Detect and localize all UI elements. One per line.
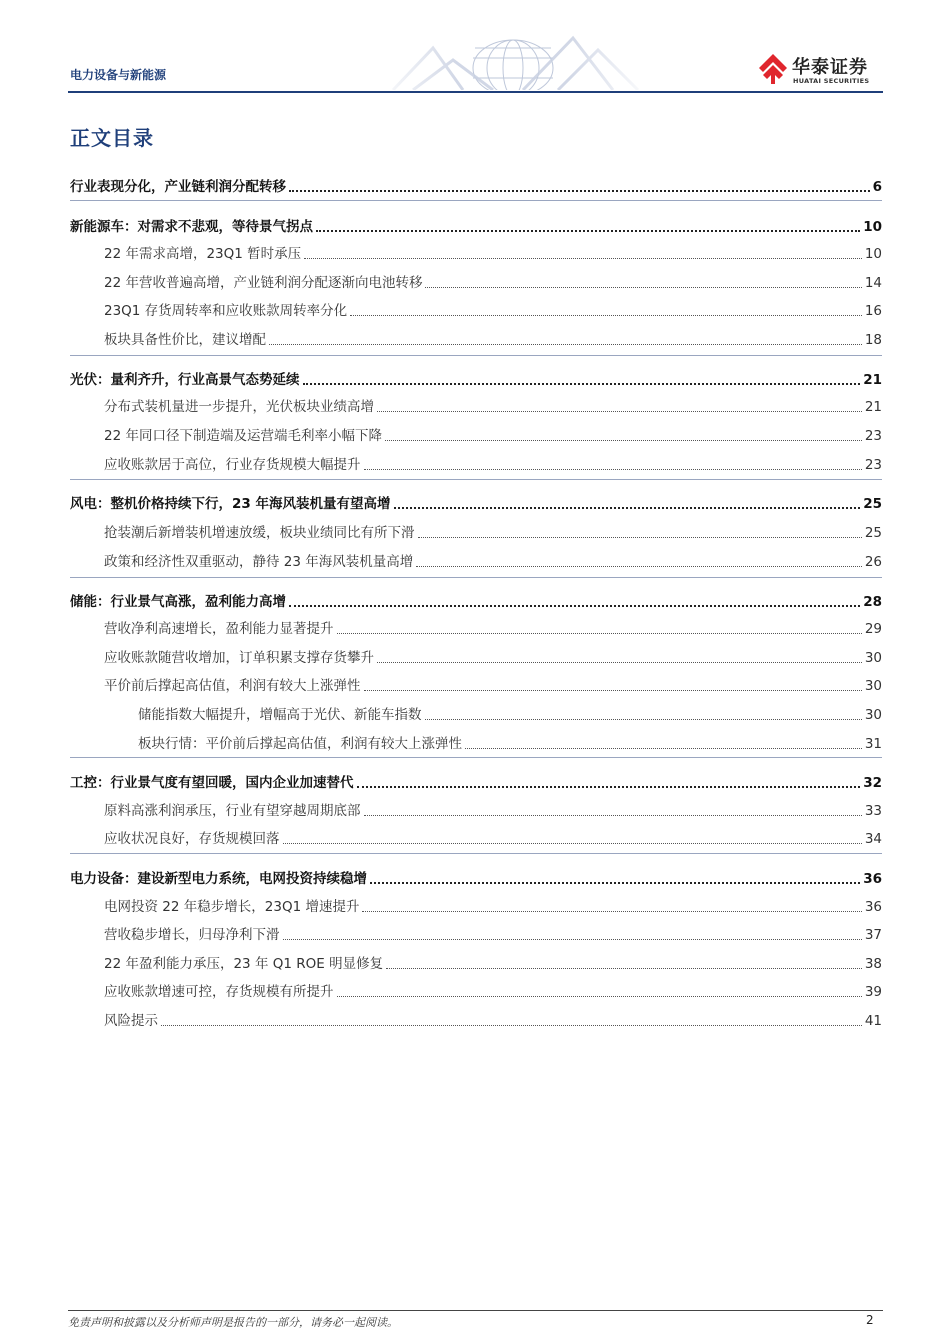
toc-entry[interactable] — [70, 214, 882, 236]
toc-entry-page: 10 — [863, 219, 882, 235]
toc-entry-title: 22 年盈利能力承压，23 年 Q1 ROE 明显修复 — [104, 956, 384, 972]
toc-entry-title: 储能指数大幅提升，增幅高于光伏、新能车指数 — [138, 707, 422, 723]
toc-entry[interactable] — [70, 798, 882, 820]
toc-dot-leader — [425, 718, 862, 720]
toc-dot-leader — [364, 468, 862, 470]
toc-dot-leader — [370, 881, 860, 884]
toc-entry-title: 电网投资 22 年稳步增长，23Q1 增速提升 — [104, 899, 360, 915]
toc-entry-page: 41 — [864, 1013, 882, 1029]
toc-entry-title: 应收状况良好，存货规模回落 — [104, 831, 280, 847]
huatai-logo — [758, 53, 883, 89]
toc-entry[interactable] — [70, 270, 882, 292]
footer-disclaimer: 免责声明和披露以及分析师声明是报告的一部分，请务必一起阅读。 — [68, 1316, 398, 1329]
toc-entry-page: 30 — [864, 707, 882, 723]
toc-entry-title: 板块具备性价比，建议增配 — [104, 332, 266, 348]
page-header — [68, 0, 883, 96]
toc-entry[interactable] — [70, 673, 882, 695]
section-separator — [70, 577, 882, 578]
toc-entry[interactable] — [70, 174, 882, 196]
toc-dot-leader — [425, 286, 861, 288]
toc-entry[interactable] — [70, 866, 882, 888]
toc-entry[interactable] — [70, 327, 882, 349]
toc-entry-page: 23 — [864, 457, 882, 473]
toc-entry[interactable] — [70, 645, 882, 667]
toc-entry[interactable] — [70, 394, 882, 416]
toc-entry[interactable] — [70, 826, 882, 848]
toc-dot-leader — [289, 604, 860, 607]
toc-entry[interactable] — [70, 951, 882, 973]
toc-entry[interactable] — [70, 770, 882, 792]
toc-entry[interactable] — [70, 922, 882, 944]
toc-entry-title: 营收稳步增长，归母净利下滑 — [104, 927, 280, 943]
toc-entry-page: 37 — [864, 927, 882, 943]
toc-entry-title: 行业表现分化，产业链利润分配转移 — [70, 179, 286, 195]
toc-entry[interactable] — [70, 1008, 882, 1030]
toc-entry-title: 22 年需求高增，23Q1 暂时承压 — [104, 246, 302, 262]
toc-entry[interactable] — [70, 549, 882, 571]
toc-entry[interactable] — [70, 702, 882, 724]
toc-entry[interactable] — [70, 731, 882, 753]
toc-dot-leader — [269, 343, 862, 345]
toc-dot-leader — [418, 536, 862, 538]
toc-entry-title: 储能：行业景气高涨，盈利能力高增 — [70, 594, 286, 610]
page-number: 2 — [866, 1313, 874, 1327]
toc-entry-page: 23 — [864, 428, 882, 444]
toc-entry-page: 25 — [863, 496, 882, 512]
toc-entry-page: 26 — [864, 554, 882, 570]
toc-entry-page: 29 — [864, 621, 882, 637]
toc-dot-leader — [394, 506, 861, 509]
section-separator — [70, 853, 882, 854]
toc-entry-title: 风电：整机价格持续下行，23 年海风装机量有望高增 — [70, 496, 391, 512]
section-separator — [70, 479, 882, 480]
toc-entry-page: 14 — [864, 275, 882, 291]
section-separator — [70, 757, 882, 758]
toc-dot-leader — [304, 257, 862, 259]
toc-entry-title: 应收账款居于高位，行业存货规模大幅提升 — [104, 457, 361, 473]
toc-entry-page: 28 — [863, 594, 882, 610]
toc-dot-leader — [337, 995, 862, 997]
toc-dot-leader — [289, 189, 870, 192]
toc-entry-title: 应收账款随营收增加，订单积累支撑存货攀升 — [104, 650, 374, 666]
toc-dot-leader — [364, 689, 862, 691]
toc-entry[interactable] — [70, 367, 882, 389]
toc-dot-leader — [416, 565, 862, 567]
toc-dot-leader — [362, 910, 861, 912]
toc-entry-page: 21 — [864, 399, 882, 415]
toc-entry-page: 31 — [864, 736, 882, 752]
footer-divider — [68, 1310, 883, 1311]
section-separator — [70, 355, 882, 356]
section-separator — [70, 200, 882, 201]
toc-entry-page: 21 — [863, 372, 882, 388]
toc-entry[interactable] — [70, 423, 882, 445]
toc-dot-leader — [303, 382, 861, 385]
toc-dot-leader — [350, 314, 862, 316]
toc-entry-page: 38 — [864, 956, 882, 972]
toc-entry-title: 抢装潮后新增装机增速放缓，板块业绩同比有所下滑 — [104, 525, 415, 541]
toc-entry[interactable] — [70, 979, 882, 1001]
toc-entry[interactable] — [70, 298, 882, 320]
toc-entry-title: 政策和经济性双重驱动，静待 23 年海风装机量高增 — [104, 554, 414, 570]
header-divider — [68, 91, 883, 93]
toc-entry-title: 22 年同口径下制造端及运营端毛利率小幅下降 — [104, 428, 382, 444]
toc-dot-leader — [386, 967, 862, 969]
toc-entry-title: 平价前后撑起高估值，利润有较大上涨弹性 — [104, 678, 361, 694]
toc-dot-leader — [357, 785, 861, 788]
toc-entry[interactable] — [70, 241, 882, 263]
toc-entry[interactable] — [70, 520, 882, 542]
toc-entry-title: 工控：行业景气度有望回暖，国内企业加速替代 — [70, 775, 354, 791]
toc-dot-leader — [377, 410, 862, 412]
toc-dot-leader — [161, 1024, 862, 1026]
toc-entry-page: 10 — [864, 246, 882, 262]
toc-dot-leader — [377, 661, 862, 663]
toc-dot-leader — [465, 747, 862, 749]
toc-dot-leader — [283, 938, 862, 940]
toc-entry[interactable] — [70, 491, 882, 513]
toc-entry[interactable] — [70, 452, 882, 474]
toc-entry-page: 33 — [864, 803, 882, 819]
toc-entry-title: 新能源车：对需求不悲观，等待景气拐点 — [70, 219, 313, 235]
toc-entry-title: 23Q1 存货周转率和应收账款周转率分化 — [104, 303, 348, 319]
toc-dot-leader — [337, 632, 862, 634]
toc-entry-title: 应收账款增速可控，存货规模有所提升 — [104, 984, 334, 1000]
toc-entry-page: 30 — [864, 650, 882, 666]
toc-entry-page: 32 — [863, 775, 882, 791]
toc-entry-page: 30 — [864, 678, 882, 694]
toc-entry-title: 原料高涨利润承压，行业有望穿越周期底部 — [104, 803, 361, 819]
toc-dot-leader — [283, 842, 862, 844]
toc-entry-page: 16 — [864, 303, 882, 319]
toc-entry-page: 39 — [864, 984, 882, 1000]
toc-entry[interactable] — [70, 589, 882, 611]
toc-entry-title: 风险提示 — [104, 1013, 158, 1029]
toc-entry-page: 6 — [872, 179, 882, 195]
toc-entry-page: 25 — [864, 525, 882, 541]
toc-entry-title: 电力设备：建设新型电力系统，电网投资持续稳增 — [70, 871, 367, 887]
toc-title: 正文目录 — [70, 126, 154, 150]
toc-entry-title: 营收净利高速增长，盈利能力显著提升 — [104, 621, 334, 637]
toc-entry-page: 34 — [864, 831, 882, 847]
toc-entry[interactable] — [70, 894, 882, 916]
logo-chinese-name: 华泰证券 — [792, 57, 868, 78]
globe-banner-graphic — [373, 28, 653, 90]
toc-dot-leader — [385, 439, 862, 441]
toc-dot-leader — [364, 814, 862, 816]
section-name: 电力设备与新能源 — [70, 68, 167, 82]
huatai-logo-icon — [758, 53, 788, 85]
toc-dot-leader — [316, 229, 860, 232]
toc-entry-page: 36 — [864, 899, 882, 915]
toc-entry-title: 分布式装机量进一步提升，光伏板块业绩高增 — [104, 399, 374, 415]
toc-entry-page: 36 — [863, 871, 882, 887]
toc-entry[interactable] — [70, 616, 882, 638]
toc-entry-title: 板块行情：平价前后撑起高估值，利润有较大上涨弹性 — [138, 736, 462, 752]
logo-english-name: HUATAI SECURITIES — [793, 77, 870, 85]
toc-entry-page: 18 — [864, 332, 882, 348]
toc-entry-title: 光伏：量利齐升，行业高景气态势延续 — [70, 372, 300, 388]
toc-entry-title: 22 年营收普遍高增，产业链利润分配逐渐向电池转移 — [104, 275, 423, 291]
